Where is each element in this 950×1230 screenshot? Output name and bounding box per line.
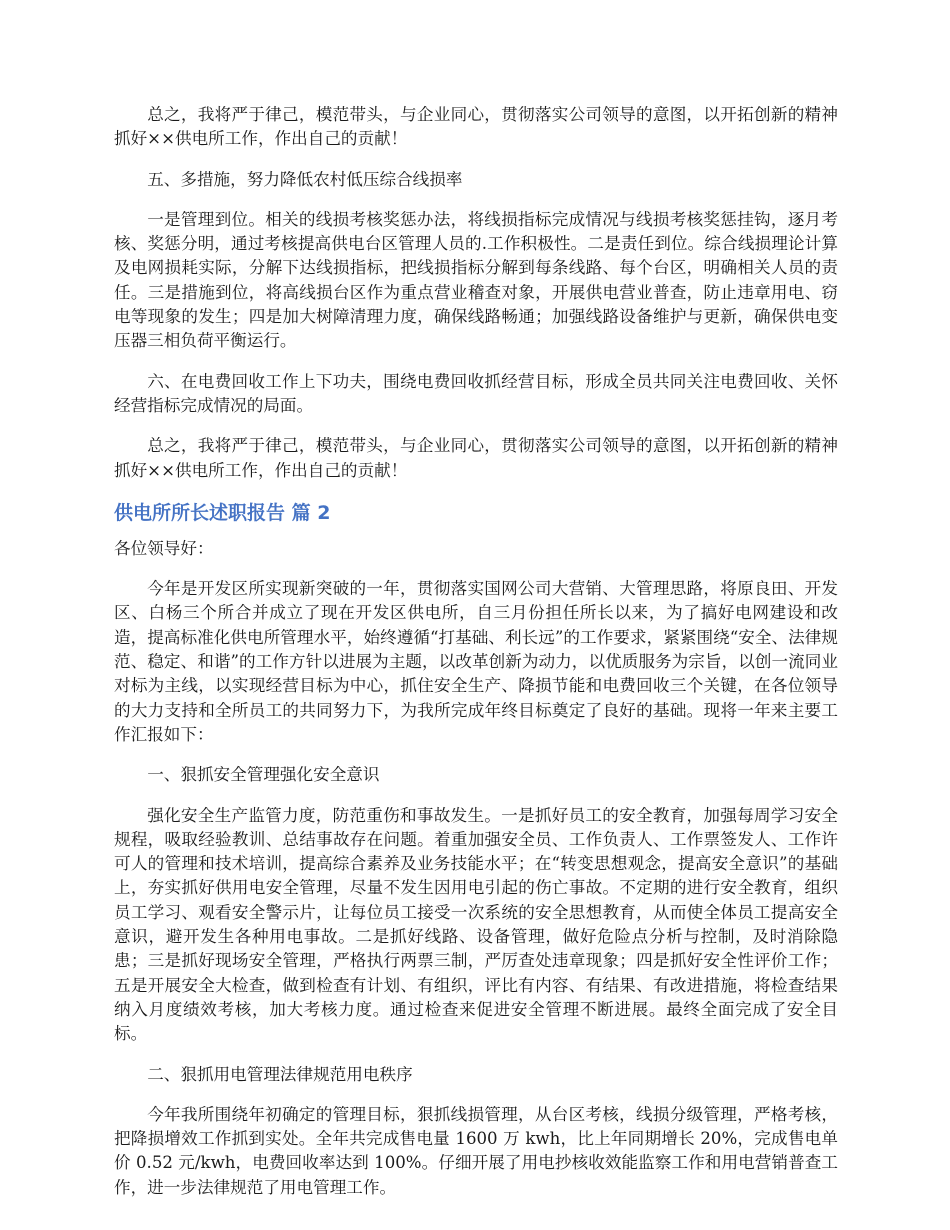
document-page [114, 103, 838, 1216]
heading-item-2: 二、狠抓用电管理法律规范用电秩序 [147, 1064, 413, 1084]
heading-item-5: 五、多措施，努力降低农村低压综合线损率 [147, 169, 463, 189]
section-title: 供电所所长述职报告 篇 2 [114, 501, 331, 524]
heading-item-1: 一、狠抓安全管理强化安全意识 [147, 765, 380, 785]
intro-paragraph: 今年是开发区所实现新突破的一年，贯彻落实国网公司大营销、大管理思路，将原良田、开发区、白杨三个所合并成立了现在开发区供电所，自三月份担任所长以来，为了搞好电网建设和改造，提高标准化供电所管理水平，始终遵循“打基础、利长远”的工作要求，紧紧围绕“安全、法律规范、稳定、和谐”的工作方针以进展为主题，以改革创新为动力，以优质服务为宗旨，以创一流同业对标为主线，以实现经营目标为中心，抓住安全生产、降损节能和电费回收三个关键，在各位领导的大力支持和全所员工的共同努力下，为我所完成年终目标奠定了良好的基础。现将一年来主要工作汇报如下： [114, 579, 838, 744]
salutation: 各位领导好： [114, 538, 214, 558]
body-paragraph: 今年我所围绕年初确定的管理目标，狠抓线损管理，从台区考核，线损分级管理，严格考核，把降损增效工作抓到实处。全年共完成售电量 1600 万 kwh，比上年同期增长 20%，完成售电单价 0.52 元/kwh，电费回收率达到 100%。仔细开展了用电抄核收效能监察工作和用电营销普查工作，进一步法律规范了用电管理工作。 [114, 1104, 838, 1197]
closing-paragraph: 总之，我将严于律己，模范带头，与企业同心，贯彻落实公司领导的意图，以开拓创新的精神抓好××供电所工作，作出自己的贡献！ [114, 436, 838, 480]
closing-paragraph: 总之，我将严于律己，模范带头，与企业同心，贯彻落实公司领导的意图，以开拓创新的精神抓好××供电所工作，作出自己的贡献！ [114, 105, 838, 149]
heading-item-6: 六、在电费回收工作上下功夫，围绕电费回收抓经营目标，形成全员共同关注电费回收、关怀经营指标完成情况的局面。 [114, 371, 838, 415]
body-paragraph: 一是管理到位。相关的线损考核奖惩办法，将线损指标完成情况与线损考核奖惩挂钩，逐月考核、奖惩分明，通过考核提高供电台区管理人员的.工作积极性。二是责任到位。综合线损理论计算及电网损耗实际，分解下达线损指标，把线损指标分解到每条线路、每个台区，明确相关人员的责任。三是措施到位，将高线损台区作为重点营业稽查对象，开展供电营业普查，防止违章用电、窃电等现象的发生；四是加大树障清理力度，确保线路畅通；加强线路设备维护与更新，确保供电变压器三相负荷平衡运行。 [114, 209, 838, 351]
body-paragraph: 强化安全生产监管力度，防范重伤和事故发生。一是抓好员工的安全教育，加强每周学习安全规程，吸取经验教训、总结事故存在问题。着重加强安全员、工作负责人、工作票签发人、工作许可人的管理和技术培训，提高综合素养及业务技能水平；在“转变思想观念，提高安全意识”的基础上，夯实抓好供用电安全管理，尽量不发生因用电引起的伤亡事故。不定期的进行安全教育，组织员工学习、观看安全警示片，让每位员工接受一次系统的安全思想教育，从而使全体员工提高安全意识，避开发生各种用电事故。二是抓好线路、设备管理，做好危险点分析与控制，及时消除隐患；三是抓好现场安全管理，严格执行两票三制，严厉查处违章现象；四是抓好安全性评价工作；五是开展安全大检查，做到检查有计划、有组织，评比有内容、有结果、有改进措施，将检查结果纳入月度绩效考核，加大考核力度。通过检查来促进安全管理不断进展。最终全面完成了安全目标。 [114, 805, 838, 1044]
